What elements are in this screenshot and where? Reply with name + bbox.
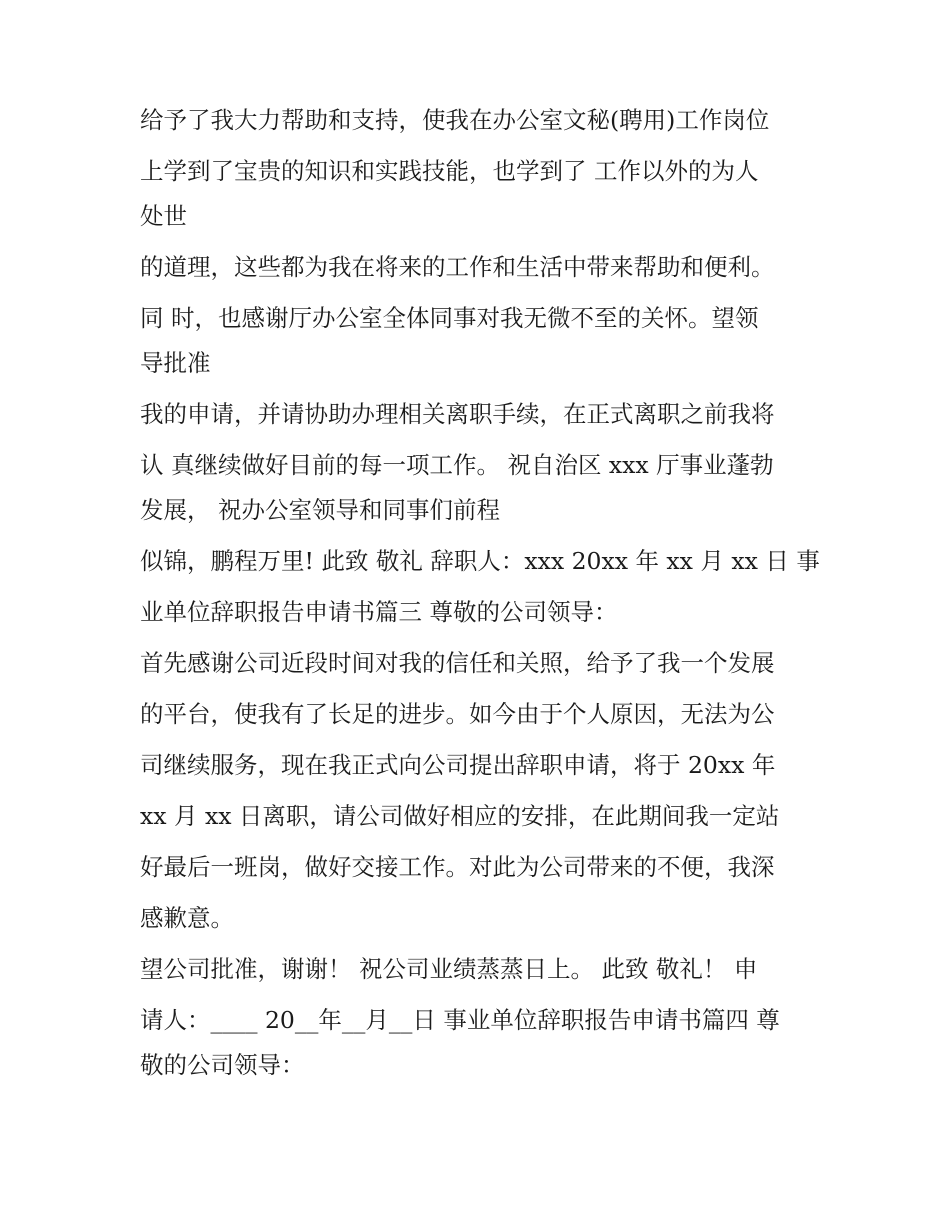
text-line: 我的申请，并请协助办理相关离职手续，在正式离职之前我将 <box>140 400 775 428</box>
text-line: 请人：____ 20__年__月__日 事业单位辞职报告申请书篇四 尊 <box>140 1006 780 1034</box>
text-line: 同 时，也感谢厅办公室全体同事对我无微不至的关怀。望领 <box>140 304 759 332</box>
text-line: 业单位辞职报告申请书篇三 尊敬的公司领导： <box>140 598 618 626</box>
text-line: 似锦，鹏程万里! 此致 敬礼 辞职人：xxx 20xx 年 xx 月 xx 日 事 <box>140 547 820 575</box>
text-line: 首先感谢公司近段时间对我的信任和关照，给予了我一个发展 <box>140 649 775 677</box>
text-line: 敬的公司领导： <box>140 1051 305 1079</box>
document-body <box>140 108 820 1078</box>
text-line: 认 真继续做好目前的每一项工作。 祝自治区 xxx 厅事业蓬勃 <box>140 451 774 479</box>
text-line: 望公司批准，谢谢！ 祝公司业绩蒸蒸日上。 此致 敬礼！ 申 <box>140 955 758 983</box>
text-line: 给予了我大力帮助和支持，使我在办公室文秘(聘用)工作岗位 <box>140 106 770 134</box>
text-line: 导批准 <box>140 349 211 377</box>
text-line: 的道理，这些都为我在将来的工作和生活中带来帮助和便利。 <box>140 253 775 281</box>
text-line: 好最后一班岗，做好交接工作。对此为公司带来的不便，我深 <box>140 853 775 881</box>
text-line: 处世 <box>140 202 187 230</box>
text-line: 的平台，使我有了长足的进步。如今由于个人原因，无法为公 <box>140 700 775 728</box>
text-line: 感歉意。 <box>140 904 234 932</box>
text-line: 上学到了宝贵的知识和实践技能，也学到了 工作以外的为人 <box>140 157 759 185</box>
text-line: 司继续服务，现在我正式向公司提出辞职申请，将于 20xx 年 <box>140 751 776 779</box>
text-line: xx 月 xx 日离职，请公司做好相应的安排，在此期间我一定站 <box>140 802 780 830</box>
text-line: 发展， 祝办公室领导和同事们前程 <box>140 496 500 524</box>
